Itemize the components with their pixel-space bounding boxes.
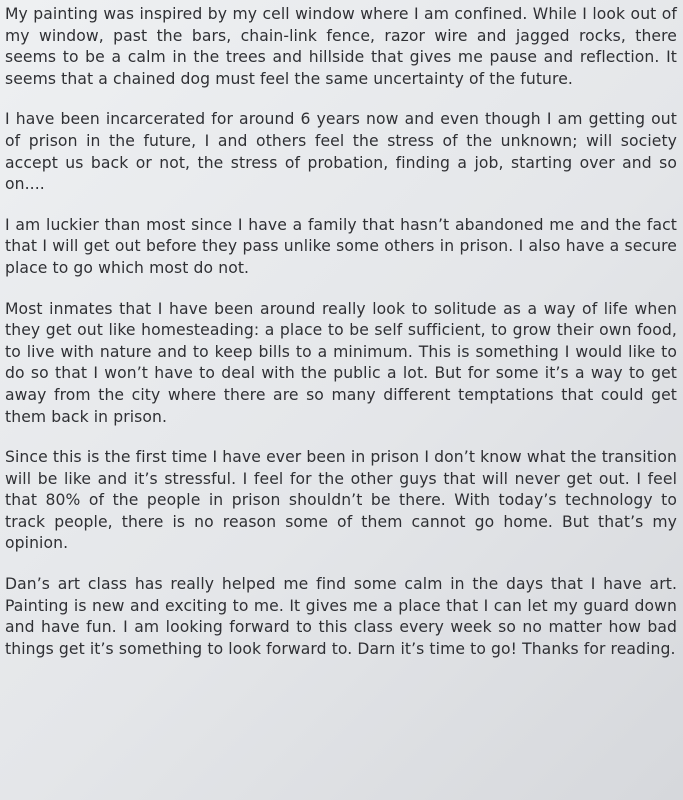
paragraph-solitude: Most inmates that I have been around really look to solitude as a way of life when they get out like homesteading: a place to be self sufficient, to grow their own food, to live with nature and to keep bills to a minimum. This is something I would like to do so that I won’t have to deal with the public a lot. But for some it’s a way to get away from the city where there are so many different temptations that could get them back in prison.: [5, 299, 677, 426]
paragraph-transition: Since this is the first time I have ever been in prison I don’t know what the transition will be like and it’s stressful. I feel for the other guys that will never get out. I feel that 80% of the people in prison shouldn’t be there. With today’s technology to track people, there is no reason some of them cannot go home. But that’s my opinion.: [5, 448, 677, 553]
paragraph-incarceration: I have been incarcerated for around 6 years now and even though I am getting out of prison in the future, I and others feel the stress of the unknown; will society accept us back or not, the stress of probation, finding a job, starting over and so on....: [5, 110, 677, 194]
paragraph-art-class: Dan’s art class has really helped me find some calm in the days that I have art. Painting is new and exciting to me. It gives me a place that I can let my guard down and have fun. I am looking forward to this class every week so no matter how bad things get it’s something to look forward to. Darn it’s time to go! Thanks for reading.: [5, 575, 677, 658]
paragraph-family: I am luckier than most since I have a family that hasn’t abandoned me and the fact that I will get out before they pass unlike some others in prison. I also have a secure place to go which most do not.: [5, 215, 677, 277]
paragraph-inspiration: My painting was inspired by my cell window where I am confined. While I look out of my window, past the bars, chain-link fence, razor wire and jagged rocks, there seems to be a calm in the trees and hillside that gives me pause and reflection. It seems that a chained dog must feel the same uncertainty of the future.: [5, 5, 677, 88]
